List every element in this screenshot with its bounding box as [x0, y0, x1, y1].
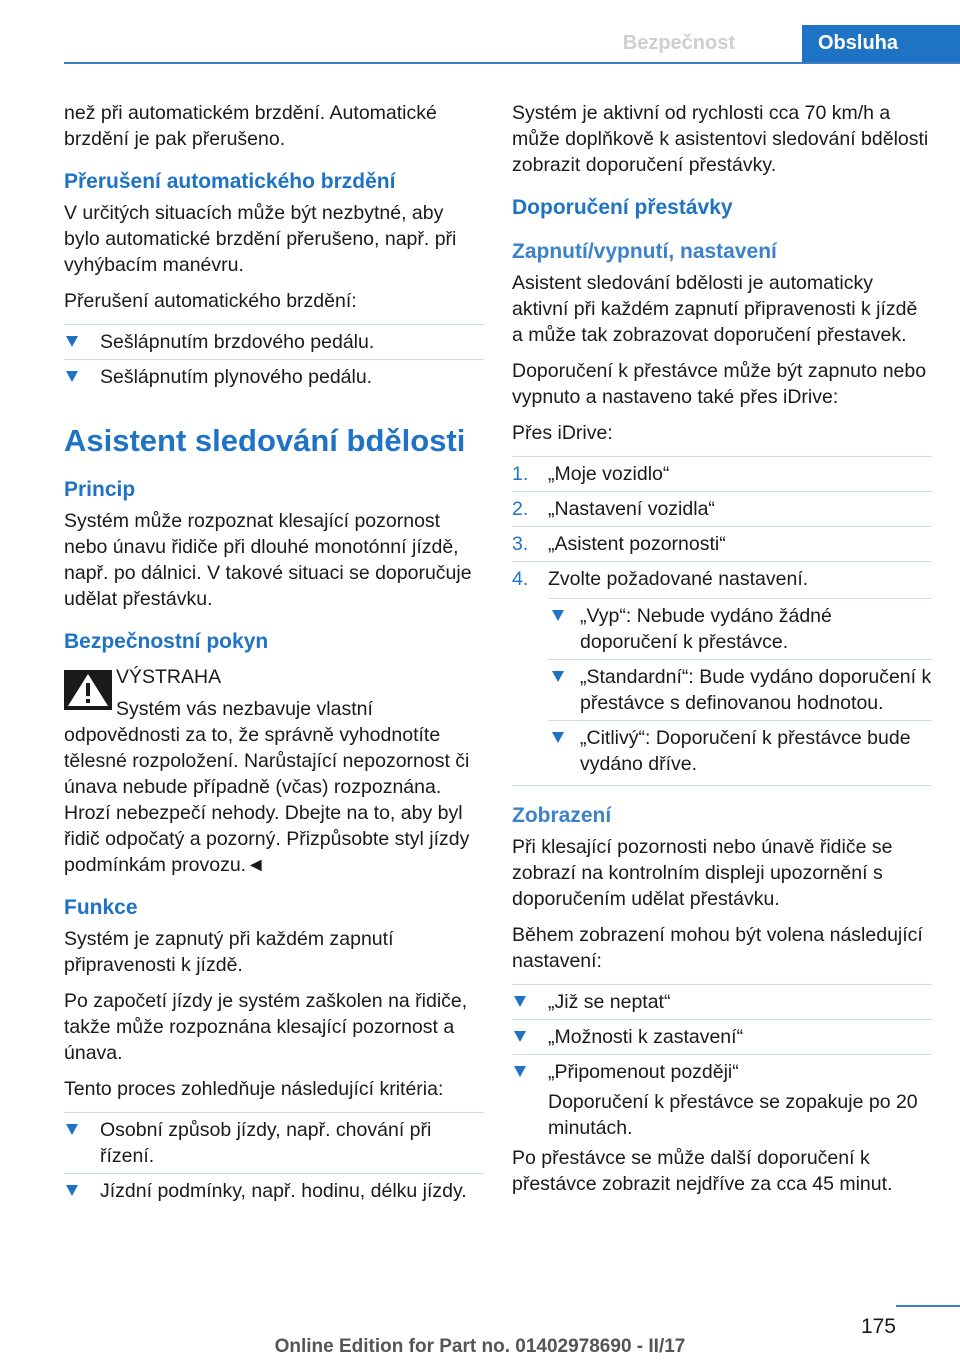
list-item — [64, 325, 484, 360]
step-number: 1. — [512, 463, 529, 485]
zapnuti-paragraph-1: Asistent sledování bdělosti je automaticky aktivní při každém zapnutí připravenosti k jízdě a může tak zobrazovat doporučení přestavek. — [512, 272, 918, 346]
list-item — [64, 360, 484, 394]
heading-princip: Princip — [64, 478, 136, 501]
warning-icon — [64, 670, 112, 710]
active-paragraph: Systém je aktivní od rychlosti cca 70 km/h a může doplňkově k asistentovi sledování bdělosti zobrazit doporučení přestávky. — [512, 102, 929, 176]
zobrazeni-paragraph-2: Během zobrazení mohou být volena následující nastavení: — [512, 924, 923, 972]
left-column — [64, 100, 484, 1208]
heading-interrupt: Přerušení automatického brzdění — [64, 170, 396, 193]
funkce-paragraph-2: Po započetí jízdy je systém zaškolen na řidiče, takže může rozpoznána klesající pozornost a únava. — [64, 990, 468, 1064]
triangle-bullet-icon — [514, 1066, 526, 1077]
heading-funkce: Funkce — [64, 896, 138, 919]
heading-doporuceni: Doporučení přestávky — [512, 196, 733, 219]
heading-safety: Bezpečnostní pokyn — [64, 630, 269, 653]
footer-divider — [896, 1305, 960, 1307]
step-item — [512, 492, 932, 527]
after-paragraph: Po přestávce se může další doporučení k přestávce zobrazit nejdříve za cca 45 minut. — [512, 1147, 893, 1195]
step-text: Zvolte požadované nastavení. — [548, 568, 809, 590]
triangle-bullet-icon — [552, 610, 564, 621]
funkce-paragraph-1: Systém je zapnutý při každém zapnutí připravenosti k jízdě. — [64, 928, 394, 976]
triangle-bullet-icon — [514, 996, 526, 1007]
steps-list — [512, 456, 932, 786]
substep-item — [548, 659, 932, 720]
list-item-text: „Možnosti k zastavení“ — [548, 1026, 744, 1048]
idrive-lead: Přes iDrive: — [512, 422, 613, 444]
triangle-bullet-icon — [552, 732, 564, 743]
header-bar — [64, 25, 960, 64]
triangle-bullet-icon — [552, 671, 564, 682]
step-text: „Asistent pozornosti“ — [548, 533, 726, 555]
substep-item — [548, 598, 932, 659]
list-item — [512, 1055, 932, 1145]
option-note: Doporučení k přestávce se zopakuje po 20 minutách. — [548, 1091, 918, 1139]
list-item-text: Jízdní podmínky, např. hodinu, délku jízdy. — [100, 1180, 467, 1202]
step-item — [512, 562, 932, 786]
step-item — [512, 527, 932, 562]
options-list — [512, 984, 932, 1145]
step-text: „Nastavení vozidla“ — [548, 498, 715, 520]
substep-text: „Vyp“: Nebude vydáno žádné doporučení k přestávce. — [580, 605, 832, 653]
warning-block — [64, 664, 484, 878]
interrupt-list — [64, 324, 484, 394]
heading-zobrazeni: Zobrazení — [512, 804, 612, 827]
zobrazeni-paragraph-1: Při klesající pozornosti nebo únavě řidiče se zobrazí na kontrolním displeji upozornění s doporučením udělat přestávku. — [512, 836, 893, 910]
list-item-text: „Připomenout později“ — [548, 1061, 739, 1083]
list-item-text: Sešlápnutím brzdového pedálu. — [100, 331, 375, 353]
step-number: 4. — [512, 568, 529, 590]
page-number: 175 — [860, 1315, 896, 1338]
step-text: „Moje vozidlo“ — [548, 463, 670, 485]
step-item — [512, 457, 932, 492]
list-item — [64, 1174, 484, 1208]
step-number: 3. — [512, 533, 529, 555]
list-item — [64, 1113, 484, 1174]
right-column — [512, 100, 932, 1207]
list-item-text: „Již se neptat“ — [548, 991, 671, 1013]
interrupt-paragraph: V určitých situacích může být nezbytné, aby bylo automatické brzdění přerušeno, např. při vyhýbacím manévru. — [64, 202, 457, 276]
list-item — [512, 1020, 932, 1055]
substep-text: „Citlivý“: Doporučení k přestávce bude vydáno dříve. — [580, 727, 911, 775]
list-item-text: Sešlápnutím plynového pedálu. — [100, 366, 373, 388]
triangle-bullet-icon — [66, 371, 78, 382]
triangle-bullet-icon — [66, 1185, 78, 1196]
intro-paragraph: než při automatickém brzdění. Automatické brzdění je pak přerušeno. — [64, 102, 437, 150]
funkce-paragraph-3: Tento proces zohledňuje následující kritéria: — [64, 1078, 444, 1100]
princip-paragraph: Systém může rozpoznat klesající pozornost nebo únavu řidiče při dlouhé monotónní jízdě, např. po dálnici. V takové situaci se doporučuje udělat přestávku. — [64, 510, 472, 610]
zapnuti-paragraph-2: Doporučení k přestávce může být zapnuto nebo vypnuto a nastaveno také přes iDrive: — [512, 360, 927, 408]
triangle-bullet-icon — [66, 1124, 78, 1135]
section-title: Asistent sledování bdělosti — [64, 423, 466, 458]
interrupt-lead: Přerušení automatického brzdění: — [64, 290, 357, 312]
warning-title: VÝSTRAHA — [116, 666, 222, 688]
tab-obsluha[interactable]: Obsluha — [802, 25, 960, 62]
criteria-list — [64, 1112, 484, 1208]
substep-text: „Standardní“: Bude vydáno doporučení k přestávce s definovanou hodnotou. — [580, 666, 932, 714]
warning-body: Systém vás nezbavuje vlastní odpovědnosti za to, že správně vyhodnotíte tělesné rozpoložení. Narůstající nepozornost či únava nebude případně (včas) rozpoznána. Hrozí nebezpečí nehody. Dbejte na to, aby byl řidič odpočatý a pozorný. Přizpůsobte styl jízdy podmínkám provozu.◄ — [64, 698, 470, 876]
triangle-bullet-icon — [66, 336, 78, 347]
list-item-text: Osobní způsob jízdy, např. chování při řízení. — [100, 1119, 432, 1167]
substep-item — [548, 720, 932, 781]
list-item — [512, 985, 932, 1020]
step-number: 2. — [512, 498, 529, 520]
substeps-list — [548, 598, 932, 781]
heading-zapnuti: Zapnutí/vypnutí, nastavení — [512, 240, 777, 263]
tab-bezpecnost[interactable]: Bezpečnost — [622, 32, 735, 54]
edition-footer: Online Edition for Part no. 01402978690 - II/17 — [274, 1336, 686, 1357]
triangle-bullet-icon — [514, 1031, 526, 1042]
